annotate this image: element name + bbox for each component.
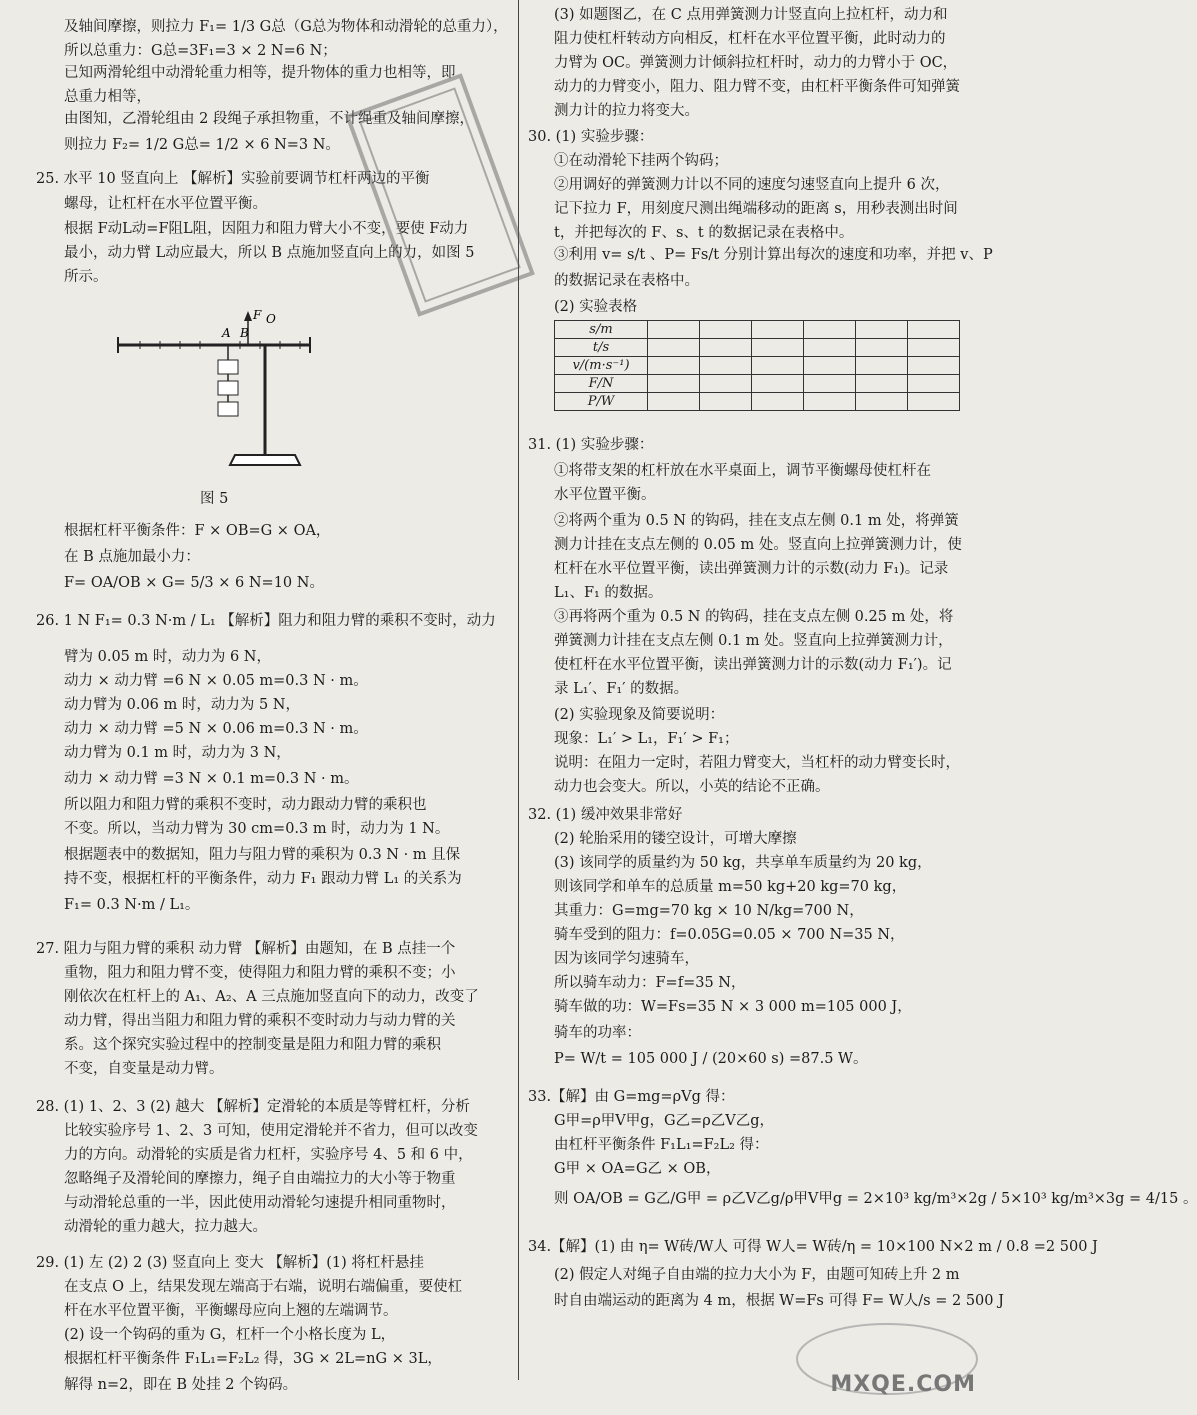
left-line: 比较实验序号 1、2、3 可知，使用定滑轮并不省力，但可以改变 xyxy=(64,1123,478,1139)
left-line: 27. 阻力与阻力臂的乘积 动力臂 【解析】由题知，在 B 点挂一个 xyxy=(36,941,456,957)
right-line: ①将带支架的杠杆放在水平桌面上，调节平衡螺母使杠杆在 xyxy=(554,463,931,479)
right-line: L₁、F₁ 的数据。 xyxy=(554,585,663,601)
table-cell xyxy=(752,357,804,375)
left-line: 不变，自变量是动力臂。 xyxy=(64,1061,224,1077)
right-line: 测力计的拉力将变大。 xyxy=(554,103,699,119)
right-line: 33.【解】由 G=mg=ρVg 得： xyxy=(528,1089,735,1105)
table-cell xyxy=(856,393,908,411)
right-line: (2) 轮胎采用的镂空设计，可增大摩擦 xyxy=(554,831,797,847)
table-cell xyxy=(648,339,700,357)
right-line: 记下拉力 F，用刻度尺测出绳端移动的距离 s，用秒表测出时间 xyxy=(554,201,958,217)
table-cell xyxy=(700,393,752,411)
table-cell xyxy=(804,393,856,411)
left-line: 最小，动力臂 L动应最大，所以 B 点施加竖直向上的力，如图 5 xyxy=(64,245,475,261)
right-line: 因为该同学匀速骑车， xyxy=(554,951,699,967)
right-line: 的数据记录在表格中。 xyxy=(554,273,699,289)
left-line: 重物，阻力和阻力臂不变，使得阻力和阻力臂的乘积不变；小 xyxy=(64,965,456,981)
table-cell xyxy=(908,357,960,375)
left-line: 与动滑轮总重的一半，因此使用动滑轮匀速提升相同重物时， xyxy=(64,1195,456,1211)
table-row-header: v/(m·s⁻¹) xyxy=(555,357,648,375)
right-line: ①在动滑轮下挂两个钩码； xyxy=(554,153,728,169)
left-line: 29. (1) 左 (2) 2 (3) 竖直向上 变大 【解析】(1) 将杠杆悬挂 xyxy=(36,1255,424,1271)
left-line: 所以阻力和阻力臂的乘积不变时，动力跟动力臂的乘积也 xyxy=(64,797,427,813)
right-line: G甲 × OA=G乙 × OB， xyxy=(554,1161,721,1177)
table-row xyxy=(555,321,960,339)
left-line: F₁= 0.3 N·m / L₁。 xyxy=(64,897,200,913)
left-line: 解得 n=2，即在 B 处挂 2 个钩码。 xyxy=(64,1377,298,1393)
left-line: 已知两滑轮组中动滑轮重力相等，提升物体的重力也相等，即 xyxy=(64,65,456,81)
right-line: 则 OA/OB = G乙/G甲 = ρ乙V乙g/ρ甲V甲g = 2×10³ kg/m³×2g / 5×10³ kg/m³×3g = 4/15 。 xyxy=(554,1191,1197,1207)
left-line: 图 5 xyxy=(200,491,229,507)
table-cell xyxy=(856,375,908,393)
left-line: 动力 × 动力臂 =3 N × 0.1 m=0.3 N · m。 xyxy=(64,771,359,787)
table-row-header: s/m xyxy=(555,321,648,339)
left-line: 根据题表中的数据知，阻力与阻力臂的乘积为 0.3 N · m 且保 xyxy=(64,847,461,863)
left-line: 动力臂为 0.1 m 时，动力为 3 N， xyxy=(64,745,291,761)
table-cell xyxy=(648,357,700,375)
right-line: 其重力：G=mg=70 kg × 10 N/kg=700 N， xyxy=(554,903,864,919)
left-line: 螺母，让杠杆在水平位置平衡。 xyxy=(64,196,267,212)
right-line: ②用调好的弹簧测力计以不同的速度匀速竖直向上提升 6 次， xyxy=(554,177,950,193)
figure-label-a: A xyxy=(222,326,231,340)
left-line: 在支点 O 上，结果发现左端高于右端，说明右端偏重，要使杠 xyxy=(64,1279,463,1295)
table-row-header: t/s xyxy=(555,339,648,357)
experiment-table xyxy=(554,320,960,411)
left-line: 根据 F动L动=F阻L阻，因阻力和阻力臂大小不变，要使 F动力 xyxy=(64,221,469,237)
left-line: (2) 设一个钩码的重为 G，杠杆一个小格长度为 L， xyxy=(64,1327,396,1343)
left-line: 28. (1) 1、2、3 (2) 越大 【解析】定滑轮的本质是等臂杠杆，分析 xyxy=(36,1099,470,1115)
left-line: 所示。 xyxy=(64,269,108,285)
right-line: 使杠杆在水平位置平衡，读出弹簧测力计的示数(动力 F₁′)。记 xyxy=(554,657,952,673)
left-line: 动力臂为 0.06 m 时，动力为 5 N， xyxy=(64,697,300,713)
left-line: 力的方向。动滑轮的实质是省力杠杆，实验序号 4、5 和 6 中， xyxy=(64,1147,473,1163)
left-line: F= OA/OB × G= 5/3 × 6 N=10 N。 xyxy=(64,575,324,591)
right-line: 测力计挂在支点左侧的 0.05 m 处。竖直向上拉弹簧测力计，使 xyxy=(554,537,962,553)
right-line: 说明：在阻力一定时，若阻力臂变大，当杠杆的动力臂变长时， xyxy=(554,755,960,771)
table-row-header: P/W xyxy=(555,393,648,411)
right-line: 弹簧测力计挂在支点左侧 0.1 m 处。竖直向上拉弹簧测力计， xyxy=(554,633,953,649)
left-line: 所以总重力：G总=3F₁=3 × 2 N=6 N； xyxy=(64,43,337,59)
table-cell xyxy=(804,321,856,339)
right-line: 力臂为 OC。弹簧测力计倾斜拉杠杆时，动力的力臂小于 OC， xyxy=(554,55,958,71)
table-cell xyxy=(804,339,856,357)
stamp-graphic xyxy=(340,50,540,340)
table-cell xyxy=(752,393,804,411)
table-row xyxy=(555,375,960,393)
table-cell xyxy=(752,375,804,393)
right-line: 34.【解】(1) 由 η= W砖/W人 可得 W人= W砖/η = 10×100 N×2 m / 0.8 =2 500 J xyxy=(528,1239,1098,1255)
table-cell xyxy=(908,321,960,339)
table-cell xyxy=(908,339,960,357)
left-line: 25. 水平 10 竖直向上 【解析】实验前要调节杠杆两边的平衡 xyxy=(36,171,430,187)
left-line: 在 B 点施加最小力： xyxy=(64,549,200,565)
right-line: 所以骑车动力：F=f=35 N， xyxy=(554,975,746,991)
table-cell xyxy=(856,339,908,357)
table-cell xyxy=(856,357,908,375)
table-cell xyxy=(700,339,752,357)
table-cell xyxy=(648,321,700,339)
left-line: 由图知，乙滑轮组由 2 段绳子承担物重，不计绳重及轴间摩擦， xyxy=(64,111,474,127)
right-line: 31. (1) 实验步骤： xyxy=(528,437,654,453)
right-line: 骑车做的功：W=Fs=35 N × 3 000 m=105 000 J， xyxy=(554,999,912,1015)
figure-label-f: F xyxy=(253,308,262,322)
left-line: 动力 × 动力臂 =6 N × 0.05 m=0.3 N · m。 xyxy=(64,673,368,689)
right-line: (3) 该同学的质量约为 50 kg，共享单车质量约为 20 kg， xyxy=(554,855,932,871)
left-line: 系。这个探究实验过程中的控制变量是阻力和阻力臂的乘积 xyxy=(64,1037,441,1053)
right-line: 阻力使杠杆转动方向相反，杠杆在水平位置平衡，此时动力的 xyxy=(554,31,946,47)
left-line: 动力臂，得出当阻力和阻力臂的乘积不变时动力与动力臂的关 xyxy=(64,1013,456,1029)
left-line: 总重力相等， xyxy=(64,89,151,105)
right-line: 骑车受到的阻力：f=0.05G=0.05 × 700 N=35 N， xyxy=(554,927,905,943)
right-line: (2) 假定人对绳子自由端的拉力大小为 F，由题可知砖上升 2 m xyxy=(554,1267,960,1283)
left-line: 及轴间摩擦，则拉力 F₁= 1/3 G总（G总为物体和动滑轮的总重力）， xyxy=(64,19,508,35)
table-cell xyxy=(856,321,908,339)
table-row xyxy=(555,393,960,411)
table-cell xyxy=(648,393,700,411)
table-cell xyxy=(752,321,804,339)
table-row xyxy=(555,339,960,357)
right-line: (2) 实验表格 xyxy=(554,299,638,315)
right-line: 30. (1) 实验步骤： xyxy=(528,129,654,145)
left-line: 26. 1 N F₁= 0.3 N·m / L₁ 【解析】阻力和阻力臂的乘积不变时，动力 xyxy=(36,613,496,629)
right-line: P= W/t = 105 000 J / (20×60 s) =87.5 W。 xyxy=(554,1051,868,1067)
right-line: 动力也会变大。所以，小英的结论不正确。 xyxy=(554,779,830,795)
right-line: 骑车的功率： xyxy=(554,1025,641,1041)
lever-figure xyxy=(110,305,350,495)
left-line: 动力 × 动力臂 =5 N × 0.06 m=0.3 N · m。 xyxy=(64,721,368,737)
right-line: 录 L₁′、F₁′ 的数据。 xyxy=(554,681,689,697)
left-line: 则拉力 F₂= 1/2 G总= 1/2 × 6 N=3 N。 xyxy=(64,137,340,153)
right-line: 则该同学和单车的总质量 m=50 kg+20 kg=70 kg， xyxy=(554,879,907,895)
left-line: 根据杠杆平衡条件：F × OB=G × OA， xyxy=(64,523,331,539)
figure-label-o: O xyxy=(266,312,276,326)
left-line: 忽略绳子及滑轮间的摩擦力，绳子自由端拉力的大小等于物重 xyxy=(64,1171,456,1187)
right-line: 32. (1) 缓冲效果非常好 xyxy=(528,807,683,823)
table-cell xyxy=(752,339,804,357)
left-line: 持不变，根据杠杆的平衡条件，动力 F₁ 跟动力臂 L₁ 的关系为 xyxy=(64,871,462,887)
right-line: 动力的力臂变小，阻力、阻力臂不变，由杠杆平衡条件可知弹簧 xyxy=(554,79,960,95)
right-line: (2) 实验现象及简要说明： xyxy=(554,707,725,723)
table-row-header: F/N xyxy=(555,375,648,393)
right-line: ②将两个重为 0.5 N 的钩码，挂在支点左侧 0.1 m 处，将弹簧 xyxy=(554,513,959,529)
table-cell xyxy=(700,321,752,339)
table-cell xyxy=(700,375,752,393)
right-line: G甲=ρ甲V甲g，G乙=ρ乙V乙g， xyxy=(554,1113,775,1129)
right-line: t，并把每次的 F、s、t 的数据记录在表格中。 xyxy=(554,225,854,241)
table-cell xyxy=(648,375,700,393)
watermark-text: MXQE.COM xyxy=(830,1372,976,1397)
figure-label-b: B xyxy=(240,326,249,340)
left-line: 不变。所以，当动力臂为 30 cm=0.3 m 时，动力为 1 N。 xyxy=(64,821,450,837)
right-line: ③再将两个重为 0.5 N 的钩码，挂在支点左侧 0.25 m 处，将 xyxy=(554,609,954,625)
right-line: ③利用 v= s/t 、P= Fs/t 分别计算出每次的速度和功率，并把 v、P xyxy=(554,247,993,263)
right-line: 水平位置平衡。 xyxy=(554,487,656,503)
right-line: (3) 如题图乙，在 C 点用弹簧测力计竖直向上拉杠杆，动力和 xyxy=(554,7,948,23)
table-cell xyxy=(908,375,960,393)
left-line: 刚依次在杠杆上的 A₁、A₂、A 三点施加竖直向下的动力，改变了 xyxy=(64,989,479,1005)
table-cell xyxy=(804,375,856,393)
table-cell xyxy=(700,357,752,375)
right-line: 时自由端运动的距离为 4 m，根据 W=Fs 可得 F= W人/s = 2 500 J xyxy=(554,1293,1004,1309)
right-line: 由杠杆平衡条件 F₁L₁=F₂L₂ 得： xyxy=(554,1137,769,1153)
left-line: 动滑轮的重力越大，拉力越大。 xyxy=(64,1219,267,1235)
left-line: 臂为 0.05 m 时，动力为 6 N， xyxy=(64,649,271,665)
left-line: 杆在水平位置平衡，平衡螺母应向上翘的左端调节。 xyxy=(64,1303,398,1319)
table-cell xyxy=(908,393,960,411)
right-line: 现象：L₁′ > L₁，F₁′ > F₁； xyxy=(554,731,739,747)
table-cell xyxy=(804,357,856,375)
table-row xyxy=(555,357,960,375)
right-line: 杠杆在水平位置平衡，读出弹簧测力计的示数(动力 F₁)。记录 xyxy=(554,561,949,577)
left-line: 根据杠杆平衡条件 F₁L₁=F₂L₂ 得，3G × 2L=nG × 3L， xyxy=(64,1351,442,1367)
